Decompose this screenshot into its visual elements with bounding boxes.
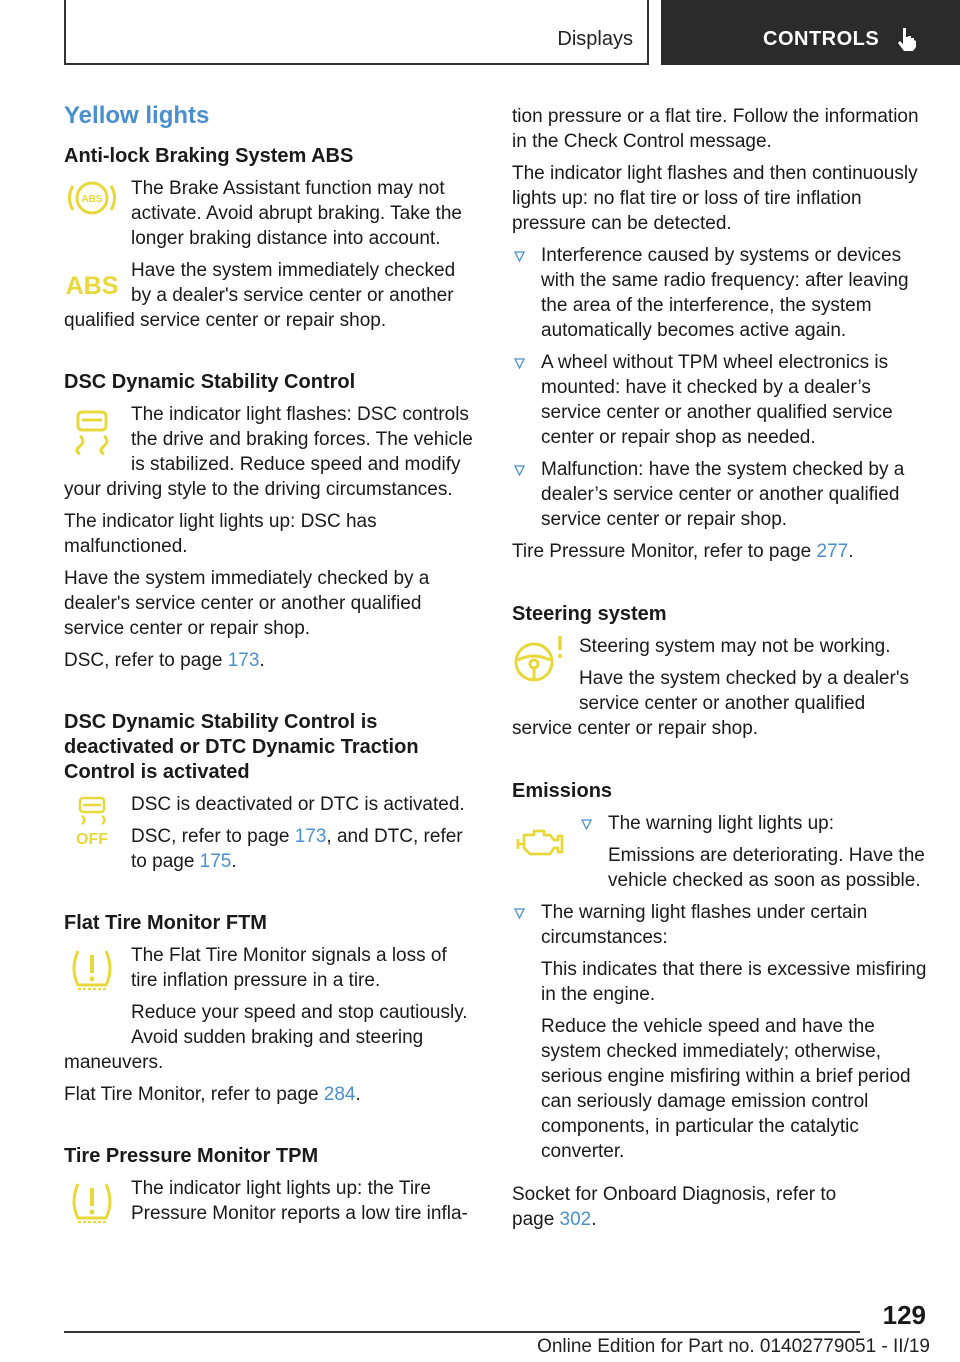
bullet-triangle-icon [514,465,525,476]
ftm-reference [64,1082,478,1107]
dtc-paragraph-2 [131,824,478,874]
emissions-bullet-2: The warning light flashes under certain circumstances: [541,902,868,948]
steering-heading: Steering system [512,603,667,625]
obd-reference-text: Socket for Onboard Diagnosis, refer to page [512,1184,837,1230]
obd-reference [512,1182,852,1232]
dsc-paragraph-2: The indicator light lights up: DSC has malfunctioned. [64,511,377,557]
dsc-reference-end: . [259,650,265,671]
steering-paragraph-1: Steering system may not be working. [579,636,891,657]
tpm-cont-paragraph-2: The indicator light flashes and then continuously lights up: no flat tire or loss of tire inflation pressure can be detected. [512,163,918,234]
dtc-paragraph-1: DSC is deactivated or DTC is activated. [131,794,465,815]
steering-wheel-warning-icon [512,634,568,684]
abs-paragraph-2: Have the system immediately checked by a dealer's service center or another qualified service center or repair shop. [64,260,456,331]
tpm-page-link[interactable]: 277 [816,541,849,562]
abs-heading: Anti-lock Braking System ABS [64,145,354,167]
tire-warning-icon [64,945,120,995]
bullet-triangle-icon [514,251,525,262]
ftm-reference-end: . [355,1084,361,1105]
header-chapter-label: CONTROLS [763,28,880,50]
header-section-label: Displays [557,28,633,50]
emissions-bullet-2-detail-2: Reduce the vehicle speed and have the system checked immediately; otherwise, serious engine misfiring within a brief period can seriously damage emission control components, in particular the catalytic converter. [541,1016,911,1162]
dsc-reference-text: DSC, refer to page [64,650,228,671]
dtc-icon-text: OFF [76,831,108,848]
dtc-ref-end: . [231,851,237,872]
abs-block-1 [64,176,478,251]
dtc-ref-b: , and DTC, refer to page [131,826,463,872]
tpm-heading: Tire Pressure Monitor TPM [64,1145,319,1167]
ftm-heading: Flat Tire Monitor FTM [64,912,267,934]
dtc-page-link[interactable]: 175 [199,851,232,872]
list-item [512,350,930,450]
tpm-reference [512,539,930,564]
footer-divider [64,1331,860,1333]
emissions-heading: Emissions [512,780,613,802]
engine-warning-icon [512,821,568,865]
footer-edition: Online Edition for Part no. 01402779051 - II/19 [537,1336,930,1357]
emissions-bullet-1: The warning light lights up: [608,813,835,834]
dsc-paragraph-1 [64,402,478,502]
abs-text-icon [64,262,120,306]
abs-paragraph-1: The Brake Assistant function may not activate. Avoid abrupt braking. Take the longer braking distance into account. [131,178,462,249]
dsc-paragraph-1-text: The indicator light flashes: DSC controls the drive and braking forces. The vehicle is stabilized. Reduce speed and modify your driving style to the driving circumstances. [64,404,473,500]
dsc-paragraph-3: Have the system immediately checked by a dealer's service center or another qualified service center or repair shop. [64,568,430,639]
tpm-bullet-3: Malfunction: have the system checked by a dealer’s service center or another qualified service center or repair shop. [541,459,905,530]
list-item [512,900,930,1164]
dsc-reference [64,648,478,673]
dtc-ref-a: DSC, refer to page [131,826,295,847]
tpm-reference-end: . [848,541,854,562]
header-section-box [64,0,649,65]
tpm-cont-paragraph-1: tion pressure or a flat tire. Follow the information in the Check Control message. [512,106,919,152]
svg-text:ABS: ABS [81,194,103,205]
emissions-block [512,811,930,893]
page-number: 129 [882,1300,926,1330]
abs-block-2 [64,258,478,333]
dtc-block [64,792,478,874]
bullet-triangle-icon [514,908,525,919]
right-column [512,104,930,1232]
header-chapter-tab [661,0,960,65]
ftm-block [64,943,478,1075]
tpm-bullet-2: A wheel without TPM wheel electronics is mounted: have it checked by a dealer’s service center or another qualified service center or repair shop as needed. [541,352,893,448]
steering-paragraph-2: Have the system checked by a dealer's service center or another qualified service center or repair shop. [512,668,909,739]
dsc-page-link[interactable]: 173 [227,650,260,671]
list-item [512,243,930,343]
ftm-reference-text: Flat Tire Monitor, refer to page [64,1084,324,1105]
steering-block [512,634,930,741]
ftm-paragraph-1: The Flat Tire Monitor signals a loss of tire inflation pressure in a tire. [131,945,447,991]
tpm-paragraph-1: The indicator light lights up: the Tire Pressure Monitor reports a low tire infla- [131,1178,468,1224]
pointing-hand-icon [895,26,919,52]
dsc-off-icon [64,794,120,848]
list-item [512,457,930,532]
ftm-page-link[interactable]: 284 [323,1084,356,1105]
ftm-paragraph-2: Reduce your speed and stop cautiously. Avoid sudden braking and steering maneuvers. [64,1002,468,1073]
section-title: Yellow lights [64,102,210,129]
bullet-triangle-icon [514,358,525,369]
left-column [64,100,478,1226]
dtc-heading: DSC Dynamic Stability Control is deactivated or DTC Dynamic Traction Control is activated [64,711,419,783]
dsc-block [64,402,478,502]
tpm-reference-text: Tire Pressure Monitor, refer to page [512,541,817,562]
tire-pressure-icon [64,1178,120,1228]
bullet-triangle-icon [581,819,592,830]
emissions-bullet-2-detail-1: This indicates that there is excessive misfiring in the engine. [541,959,927,1005]
emissions-bullet-1-detail: Emissions are deteriorating. Have the vehicle checked as soon as possible. [608,845,925,891]
abs-icon-text: ABS [65,272,119,300]
tpm-block [64,1176,478,1226]
list-item [579,811,930,893]
skidding-car-icon [64,406,120,456]
tpm-bullet-1: Interference caused by systems or devices with the same radio frequency: after leaving the area of the interference, the system automatically becomes active again. [541,245,909,341]
dsc-page-link-2[interactable]: 173 [294,826,327,847]
obd-reference-end: . [591,1209,597,1230]
dsc-heading: DSC Dynamic Stability Control [64,371,356,393]
abs-circle-icon [64,176,120,220]
obd-page-link[interactable]: 302 [559,1209,592,1230]
